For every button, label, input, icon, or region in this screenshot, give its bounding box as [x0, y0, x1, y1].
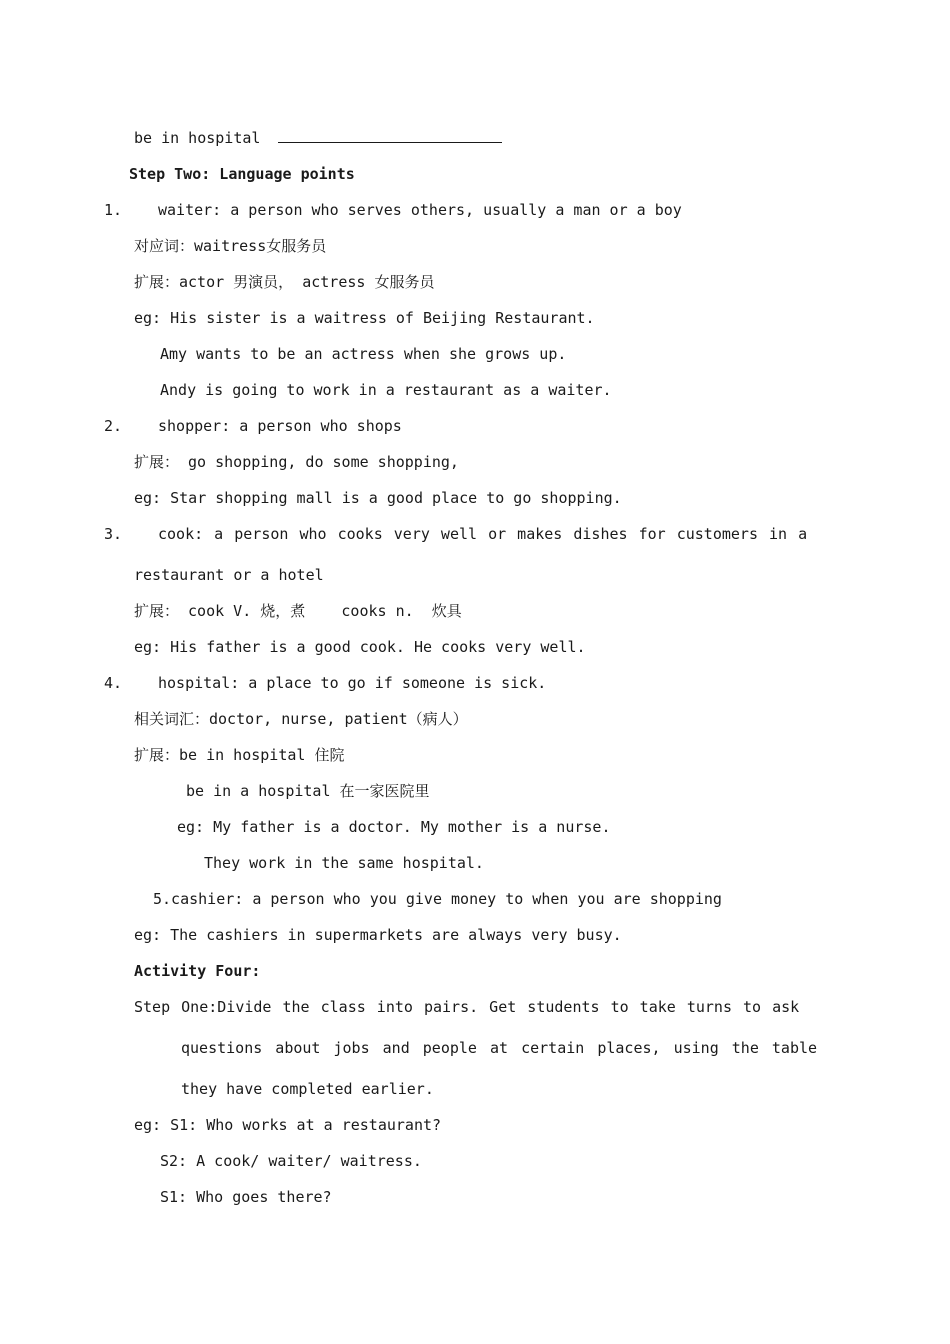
text-line: be in a hospital 在一家医院里	[186, 782, 430, 800]
example-line: eg: His sister is a waitress of Beijing Restaurant.	[134, 309, 595, 327]
example-line: eg: S1: Who works at a restaurant?	[134, 1116, 442, 1134]
text-line: 扩展：be in hospital 住院	[134, 746, 345, 764]
example-line: eg: Star shopping mall is a good place to go shopping.	[134, 489, 622, 507]
text-line: 扩展：actor 男演员， actress 女服务员	[134, 273, 435, 291]
section-heading: Activity Four:	[134, 962, 261, 980]
text-line: Step One:Divide the class into pairs. Get students to take turns to ask	[134, 998, 800, 1016]
list-item: waiter: a person who serves others, usually a man or a boy	[158, 201, 682, 219]
answer-blank	[278, 130, 502, 143]
example-line: Amy wants to be an actress when she grows up.	[160, 345, 567, 363]
list-number: 3.	[104, 525, 123, 543]
section-heading: Step Two: Language points	[129, 165, 355, 183]
example-line: eg: The cashiers in supermarkets are always very busy.	[134, 926, 622, 944]
text-line	[134, 128, 502, 148]
text-line: they have completed earlier.	[181, 1080, 434, 1098]
list-number: 4.	[104, 674, 123, 692]
example-line: S1: Who goes there?	[160, 1188, 332, 1206]
text-line: 扩展： go shopping, do some shopping,	[134, 453, 459, 471]
text-line: 扩展： cook V. 烧，煮 cooks n. 炊具	[134, 602, 462, 620]
text-span: be in hospital	[134, 129, 261, 147]
example-line: Andy is going to work in a restaurant as a waiter.	[160, 381, 612, 399]
example-line: They work in the same hospital.	[204, 854, 484, 872]
text-line: questions about jobs and people at certain places, using the table	[181, 1039, 818, 1057]
example-line: eg: His father is a good cook. He cooks very well.	[134, 638, 586, 656]
list-item: shopper: a person who shops	[158, 417, 402, 435]
example-line: eg: My father is a doctor. My mother is a nurse.	[177, 818, 611, 836]
example-line: S2: A cook/ waiter/ waitress.	[160, 1152, 422, 1170]
text-line: restaurant or a hotel	[134, 566, 324, 584]
list-item: 5.cashier: a person who you give money to when you are shopping	[153, 890, 722, 908]
list-item: cook: a person who cooks very well or makes dishes for customers in a	[158, 525, 808, 543]
list-number: 2.	[104, 417, 123, 435]
text-line: 相关词汇：doctor, nurse, patient（病人）	[134, 710, 468, 728]
list-number: 1.	[104, 201, 123, 219]
text-line: 对应词：waitress女服务员	[134, 237, 327, 255]
list-item: hospital: a place to go if someone is sick.	[158, 674, 547, 692]
